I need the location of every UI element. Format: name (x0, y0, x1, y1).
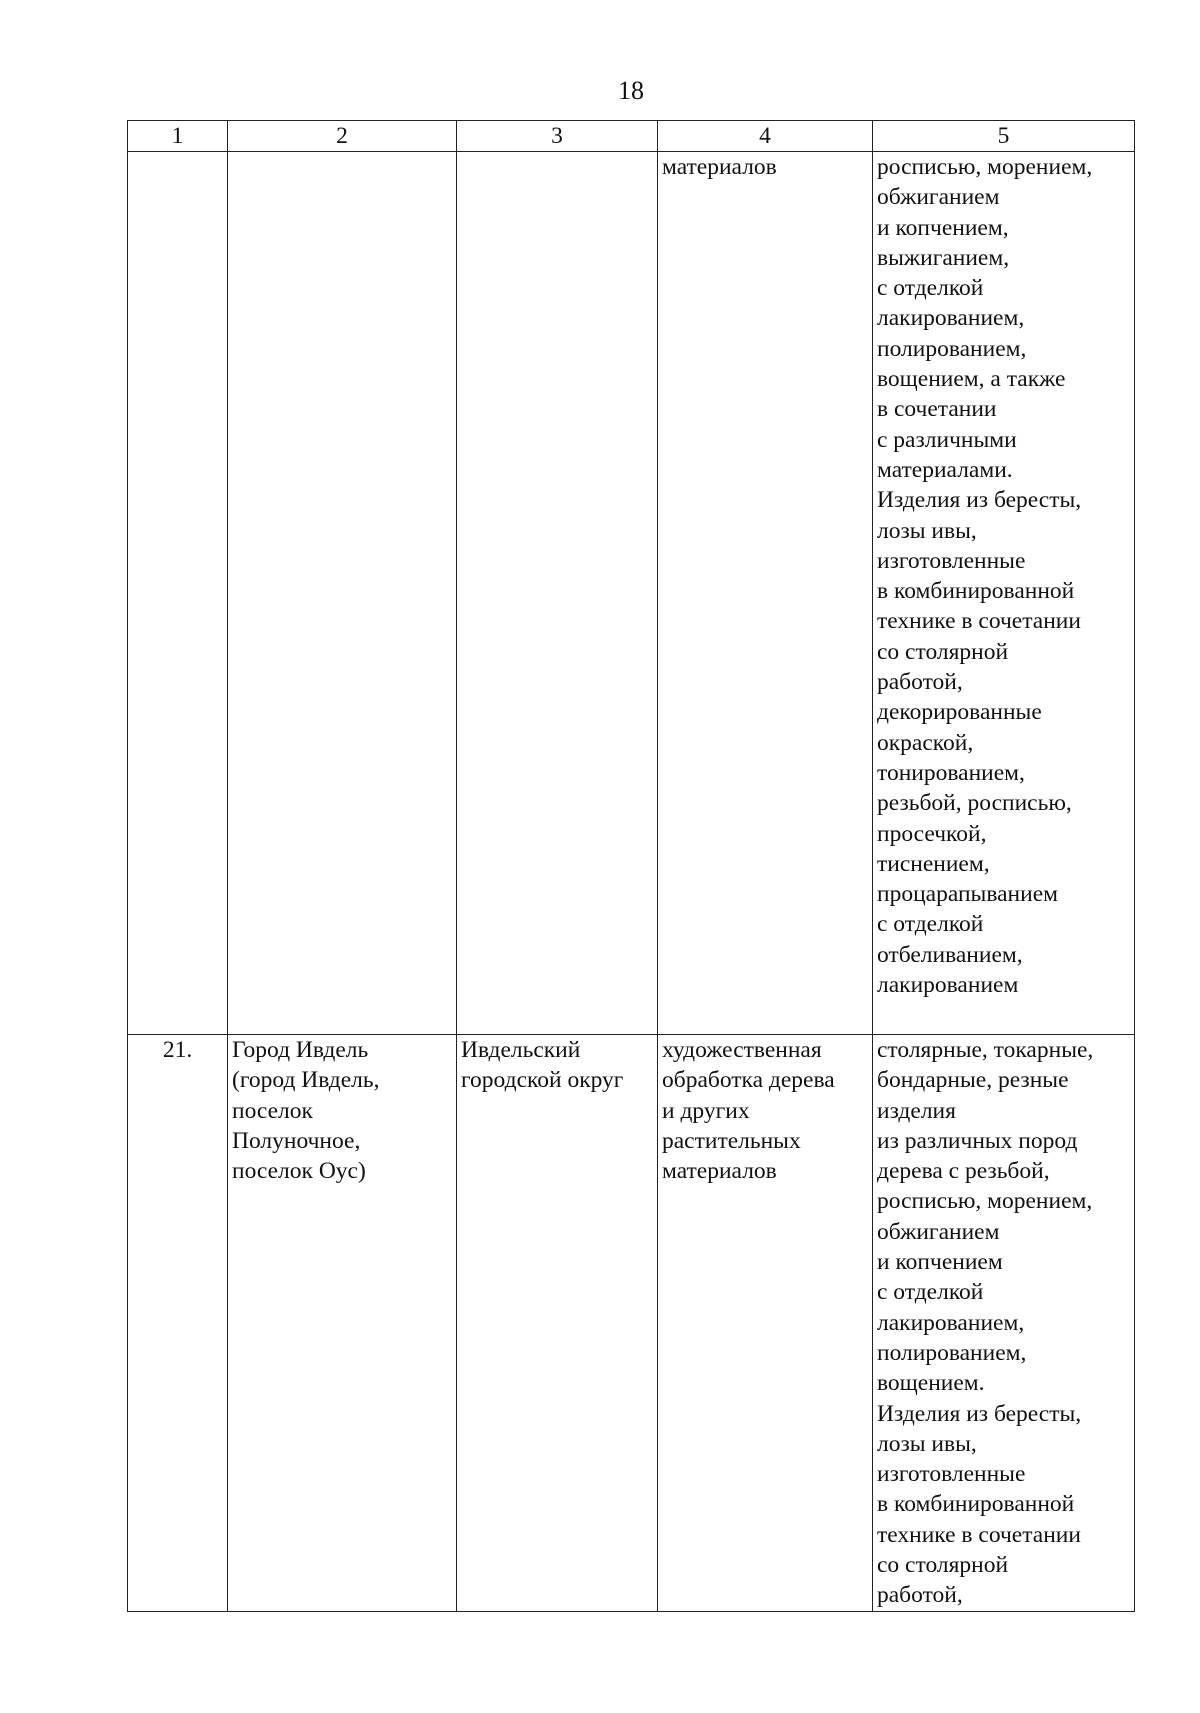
cell-text-line: декорированные (877, 699, 1042, 726)
cell-text-line: и копчением (877, 1249, 1003, 1276)
row-number-cell (128, 152, 228, 1035)
cell-text-line: изделия (877, 1097, 956, 1124)
craft-cell (658, 1035, 873, 1612)
cell-text-line: поселок (232, 1097, 313, 1124)
cell-text-line: полированием, (877, 335, 1027, 362)
cell-text-line: Ивдельский (461, 1037, 581, 1063)
cell-text-line: и копчением, (877, 214, 1009, 241)
column-header-1: 1 (128, 121, 228, 152)
column-header-3: 3 (457, 121, 658, 152)
cell-text-line: обработка дерева (662, 1067, 835, 1094)
cell-text-line: окраской, (877, 729, 974, 756)
cell-text-line: Изделия из бересты, (877, 487, 1082, 514)
cell-text-line: в сочетании (877, 396, 997, 423)
cell-text-line: городской округ (461, 1067, 624, 1094)
cell-text-line: Полуночное, (232, 1127, 361, 1154)
cell-text-line: вощением, а также (877, 366, 1066, 393)
cell-text-line: обжиганием (877, 184, 1000, 211)
cell-text-line: лозы ивы, (877, 517, 977, 544)
cell-text-line: дерева с резьбой, (877, 1158, 1050, 1185)
cell-text-line: Изделия из бересты, (877, 1400, 1082, 1427)
products-cell (873, 152, 1135, 1035)
cell-text-line: со столярной (877, 638, 1009, 665)
cell-text-line: росписью, морением, (877, 154, 1093, 180)
cell-text-line: в комбинированной (877, 578, 1075, 605)
cell-text-line: лакированием (877, 972, 1019, 999)
locality-cell (228, 1035, 457, 1612)
cell-text-line: из различных пород (877, 1127, 1078, 1154)
municipality-cell (457, 1035, 658, 1612)
cell-text-line: процарапыванием (877, 881, 1058, 908)
cell-text-line: просечкой, (877, 820, 987, 847)
cell-text-line: отбеливанием, (877, 941, 1023, 968)
cell-text-line: с отделкой (877, 1279, 984, 1306)
cell-text-line: тонированием, (877, 759, 1025, 786)
cell-text-line: полированием, (877, 1339, 1027, 1366)
cell-text-line: растительных (662, 1127, 801, 1154)
craft-cell (658, 152, 873, 1035)
cell-text-line: технике в сочетании (877, 1521, 1081, 1548)
locality-cell (228, 152, 457, 1035)
cell-text-line: тиснением, (877, 850, 990, 877)
cell-text-line: изготовленные (877, 1461, 1026, 1488)
cell-text-line: со столярной (877, 1552, 1009, 1579)
cell-text-line: росписью, морением, (877, 1188, 1093, 1215)
cell-text-line: лакированием, (877, 305, 1025, 332)
cell-text-line: и других (662, 1097, 750, 1124)
cell-text-line: технике в сочетании (877, 608, 1081, 635)
cell-text-line: (город Ивдель, (232, 1067, 380, 1094)
cell-text-line: выжиганием, (877, 244, 1010, 271)
cell-text-line: работой, (877, 1582, 963, 1609)
cell-text-line: столярные, токарные, (877, 1037, 1094, 1063)
table-row (128, 152, 1135, 1035)
document-table (127, 120, 1135, 1612)
cell-text-line: материалов (662, 154, 777, 180)
column-header-5: 5 (873, 121, 1135, 152)
cell-text-line: в комбинированной (877, 1491, 1075, 1518)
cell-text-line: художественная (662, 1037, 822, 1063)
cell-text-line: изготовленные (877, 547, 1026, 574)
cell-text-line: резьбой, росписью, (877, 790, 1072, 817)
cell-text-line: материалов (662, 1158, 777, 1185)
cell-text-line: с различными (877, 426, 1017, 453)
cell-text-line: Город Ивдель (232, 1037, 369, 1063)
cell-text-line: вощением. (877, 1370, 985, 1397)
cell-text-line: материалами. (877, 456, 1013, 483)
cell-text-line: работой, (877, 669, 963, 696)
cell-text-line: с отделкой (877, 275, 984, 302)
page-number: 18 (618, 76, 644, 105)
table-row (128, 1035, 1135, 1612)
cell-text-line: лакированием, (877, 1309, 1025, 1336)
row-number-cell: 21. (128, 1035, 228, 1612)
cell-text-line: бондарные, резные (877, 1067, 1069, 1094)
products-cell (873, 1035, 1135, 1612)
cell-text-line: поселок Оус) (232, 1158, 366, 1185)
table-header-row (128, 121, 1135, 152)
cell-text-line: лозы ивы, (877, 1430, 977, 1457)
cell-text-line: с отделкой (877, 911, 984, 938)
column-header-2: 2 (228, 121, 457, 152)
cell-text-line: обжиганием (877, 1218, 1000, 1245)
municipality-cell (457, 152, 658, 1035)
column-header-4: 4 (658, 121, 873, 152)
